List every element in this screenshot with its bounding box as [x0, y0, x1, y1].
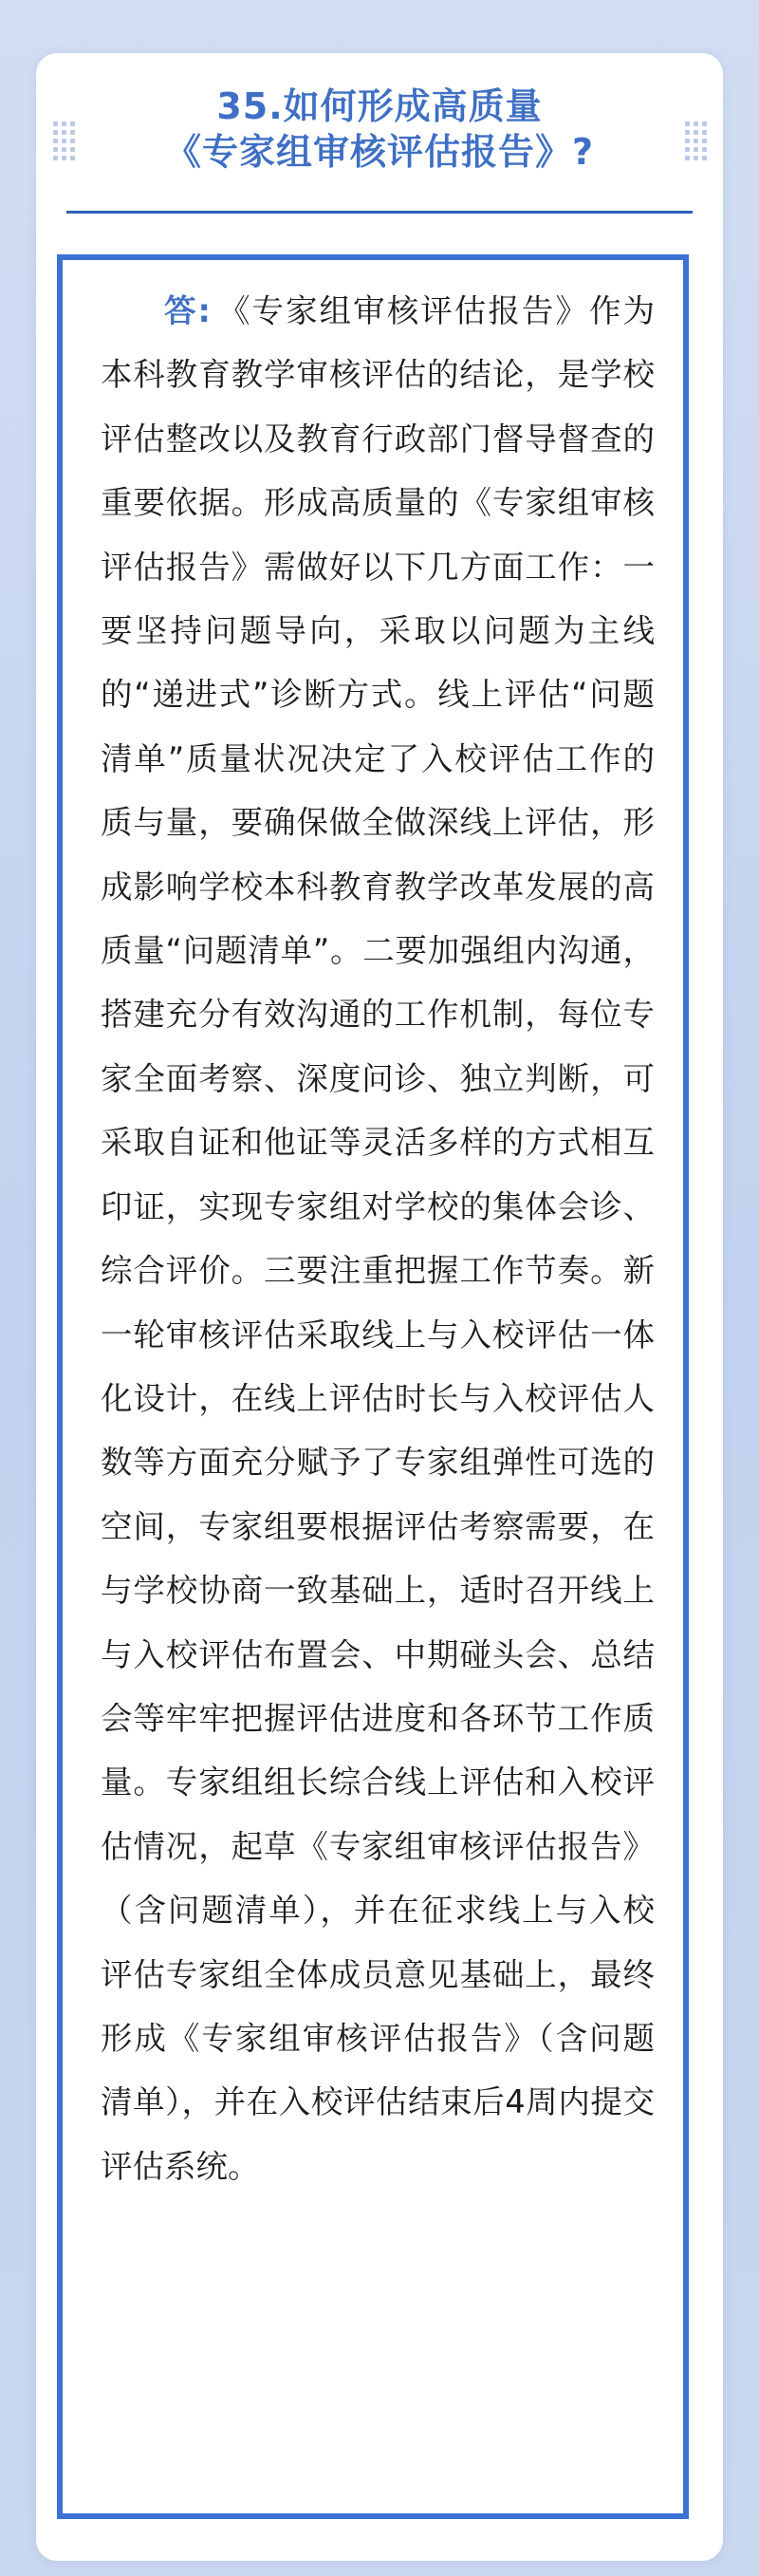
title-line-2: 《专家组审核评估报告》? — [164, 131, 595, 173]
answer-box — [57, 254, 689, 2519]
answer-body: 《专家组审核评估报告》作为本科教育教学审核评估的结论，是学校评估整改以及教育行政部门督导督查的重要依据。形成高质量的《专家组审核评估报告》需做好以下几方面工作：一要坚持问题导向，采取以问题为主线的“递进式”诊断方式。线上评估“问题清单”质量状况决定了入校评估工作的质与量，要确保做全做深线上评估，形成影响学校本科教育教学改革发展的高质量“问题清单”。二要加强组内沟通，搭建充分有效沟通的工作机制，每位专家全面考察、深度问诊、独立判断，可采取自证和他证等灵活多样的方式相互印证，实现专家组对学校的集体会诊、综合评价。三要注重把握工作节奏。新一轮审核评估采取线上与入校评估一体化设计，在线上评估时长与入校评估人数等方面充分赋予了专家组弹性可选的空间，专家组要根据评估考察需要，在与学校协商一致基础上，适时召开线上与入校评估布置会、中期碰头会、总结会等牢牢把握评估进度和各环节工作质量。专家组组长综合线上评估和入校评估情况，起草《专家组审核评估报告》（含问题清单），并在征求线上与入校评估专家组全体成员意见基础上，最终形成《专家组审核评估报告》（含问题清单），并在入校评估结束后4周内提交评估系统。 — [101, 292, 656, 2185]
content-card — [36, 53, 723, 2561]
title-divider — [66, 211, 693, 214]
answer-paragraph — [101, 279, 655, 2198]
title-line-1: 35.如何形成高质量 — [216, 85, 543, 127]
page-title — [36, 84, 723, 175]
answer-label: 答: — [164, 292, 211, 329]
